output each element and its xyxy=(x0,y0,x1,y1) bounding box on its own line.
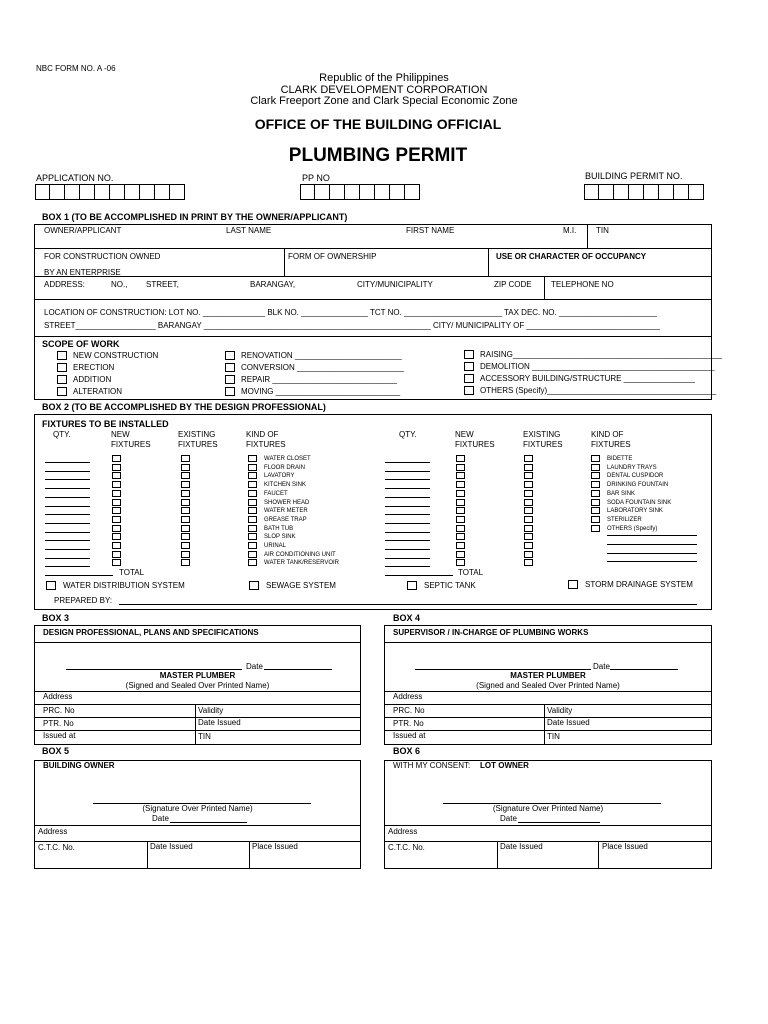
sewage-system-label: SEWAGE SYSTEM xyxy=(266,581,336,590)
septic-tank-checkbox[interactable] xyxy=(407,581,417,590)
box3-date-issued: Date Issued xyxy=(198,718,241,727)
new-fixture-checkbox[interactable] xyxy=(456,464,465,471)
qty-field[interactable] xyxy=(45,514,90,515)
scope-left-label: ERECTION xyxy=(73,363,115,372)
box3-heading: DESIGN PROFESSIONAL, PLANS AND SPECIFICATIONS xyxy=(43,628,259,637)
box6-consent: WITH MY CONSENT: xyxy=(393,761,471,770)
existing-fixture-checkbox[interactable] xyxy=(181,481,190,488)
box6-frame xyxy=(384,760,712,869)
scope-right-label: ACCESSORY BUILDING/STRUCTURE ________________ xyxy=(480,374,695,383)
scope-right-checkbox[interactable] xyxy=(464,386,474,395)
scope-mid-label: RENOVATION ________________________ xyxy=(241,351,402,360)
new-fixture-checkbox[interactable] xyxy=(112,559,121,566)
scope-mid-checkbox[interactable] xyxy=(225,387,235,396)
septic-tank-label: SEPTIC TANK xyxy=(424,581,476,590)
scope-left-label: NEW CONSTRUCTION xyxy=(73,351,159,360)
new-fixture-checkbox[interactable] xyxy=(112,525,121,532)
box5-date: Date xyxy=(152,814,169,823)
fixture-kind-checkbox[interactable] xyxy=(591,481,600,488)
others-specify-line[interactable] xyxy=(607,544,697,545)
water-distribution-checkbox[interactable] xyxy=(46,581,56,590)
new-fixture-checkbox[interactable] xyxy=(112,464,121,471)
fixture-kind-label: BATH TUB xyxy=(264,525,294,532)
fixture-kind-label: AIR CONDITIONING UNIT xyxy=(264,551,336,558)
others-specify-line[interactable] xyxy=(607,553,697,554)
new-fixture-checkbox[interactable] xyxy=(112,516,121,523)
others-specify-line[interactable] xyxy=(607,535,697,536)
fixture-kind-checkbox[interactable] xyxy=(248,551,257,558)
kind-header-left-2: FIXTURES xyxy=(246,440,286,449)
box4-prc: PRC. No xyxy=(393,706,425,715)
box3-label: BOX 3 xyxy=(42,613,70,623)
qty-field[interactable] xyxy=(45,523,90,524)
building-permit-no-boxes[interactable] xyxy=(584,184,704,200)
existing-fixture-checkbox[interactable] xyxy=(181,533,190,540)
new-header-right-2: FIXTURES xyxy=(455,440,495,449)
box4-validity: Validity xyxy=(547,706,573,715)
new-fixture-checkbox[interactable] xyxy=(112,481,121,488)
new-fixture-checkbox[interactable] xyxy=(456,551,465,558)
fixture-kind-checkbox[interactable] xyxy=(248,559,257,566)
location-line-2: STREET__________________ BARANGAY ___________________________________________________ CITY/ MUNICIPALITY OF ______________________________ xyxy=(44,321,660,330)
box3-prc: PRC. No xyxy=(43,706,75,715)
fixture-kind-checkbox[interactable] xyxy=(591,472,600,479)
qty-field[interactable] xyxy=(45,540,90,541)
fixture-kind-label: OTHERS (Specify) xyxy=(607,525,658,532)
new-fixture-checkbox[interactable] xyxy=(456,533,465,540)
new-fixture-checkbox[interactable] xyxy=(112,499,121,506)
fixture-kind-label: SODA FOUNTAIN SINK xyxy=(607,499,672,506)
box3-validity: Validity xyxy=(198,706,224,715)
address-label: ADDRESS: xyxy=(44,280,85,289)
existing-fixture-checkbox[interactable] xyxy=(524,551,533,558)
header-republic: Republic of the Philippines xyxy=(319,72,449,84)
box4-ptr: PTR. No xyxy=(393,719,424,728)
fixture-kind-checkbox[interactable] xyxy=(591,464,600,471)
existing-fixture-checkbox[interactable] xyxy=(181,525,190,532)
total-right: TOTAL xyxy=(458,568,484,577)
kind-header-right-2: FIXTURES xyxy=(591,440,631,449)
existing-fixture-checkbox[interactable] xyxy=(524,455,533,462)
zip-code-label: ZIP CODE xyxy=(494,280,532,289)
qty-header-left: QTY. xyxy=(53,430,71,439)
qty-field[interactable] xyxy=(385,549,430,550)
fixture-kind-checkbox[interactable] xyxy=(248,499,257,506)
existing-fixture-checkbox[interactable] xyxy=(524,472,533,479)
box6-date: Date xyxy=(500,814,517,823)
qty-field[interactable] xyxy=(385,540,430,541)
fixture-kind-checkbox[interactable] xyxy=(591,525,600,532)
fixture-kind-checkbox[interactable] xyxy=(591,516,600,523)
pp-no-label: PP NO xyxy=(302,173,330,183)
use-of-occupancy-label: USE OR CHARACTER OF OCCUPANCY xyxy=(496,252,647,261)
fixture-kind-checkbox[interactable] xyxy=(248,525,257,532)
application-no-label: APPLICATION NO. xyxy=(36,173,114,183)
box6-signature: (Signature Over Printed Name) xyxy=(492,804,604,813)
address-barangay-label: BARANGAY, xyxy=(250,280,296,289)
new-fixture-checkbox[interactable] xyxy=(112,490,121,497)
qty-field[interactable] xyxy=(385,558,430,559)
scope-mid-checkbox[interactable] xyxy=(225,351,235,360)
new-fixture-checkbox[interactable] xyxy=(456,516,465,523)
fixture-kind-checkbox[interactable] xyxy=(248,455,257,462)
box3-ptr: PTR. No xyxy=(43,719,74,728)
box4-master-plumber: MASTER PLUMBER xyxy=(510,671,586,680)
fixture-kind-label: LAUNDRY TRAYS xyxy=(607,464,657,471)
scope-right-label: OTHERS (Specify)______________________________________ xyxy=(480,386,717,395)
scope-right-checkbox[interactable] xyxy=(464,362,474,371)
sewage-system-checkbox[interactable] xyxy=(249,581,259,590)
existing-fixture-checkbox[interactable] xyxy=(524,481,533,488)
existing-fixture-checkbox[interactable] xyxy=(181,499,190,506)
kind-header-left: KIND OF xyxy=(246,430,279,439)
address-street-label: STREET, xyxy=(146,280,179,289)
existing-header-left: EXISTING xyxy=(178,430,216,439)
fixture-kind-label: WATER METER xyxy=(264,508,308,515)
address-no-label: NO., xyxy=(111,280,128,289)
existing-fixture-checkbox[interactable] xyxy=(181,542,190,549)
fixture-kind-checkbox[interactable] xyxy=(591,507,600,514)
existing-header-right: EXISTING xyxy=(523,430,561,439)
new-fixture-checkbox[interactable] xyxy=(456,559,465,566)
box5-signature: (Signature Over Printed Name) xyxy=(142,804,253,813)
qty-field[interactable] xyxy=(385,488,430,489)
fixture-kind-label: BAR SINK xyxy=(607,490,636,497)
scope-mid-label: CONVERSION ________________________ xyxy=(241,363,404,372)
existing-fixture-checkbox[interactable] xyxy=(524,499,533,506)
box3-issued-at: Issued at xyxy=(43,731,76,740)
box5-frame xyxy=(34,760,361,869)
existing-header-right-2: FIXTURES xyxy=(523,440,563,449)
box6-place-issued: Place Issued xyxy=(602,842,648,851)
scope-right-label: RAISING_______________________________________________ xyxy=(480,350,723,359)
existing-fixture-checkbox[interactable] xyxy=(524,490,533,497)
fixture-kind-label: WATER CLOSET xyxy=(264,456,311,462)
new-fixture-checkbox[interactable] xyxy=(456,542,465,549)
existing-fixture-checkbox[interactable] xyxy=(181,507,190,514)
qty-field[interactable] xyxy=(385,523,430,524)
existing-fixture-checkbox[interactable] xyxy=(181,464,190,471)
scope-left-checkbox[interactable] xyxy=(57,363,67,372)
box3-address: Address xyxy=(43,692,73,701)
form-of-ownership-label: FORM OF OWNERSHIP xyxy=(288,252,377,261)
storm-drainage-label: STORM DRAINAGE SYSTEM xyxy=(585,580,693,589)
box4-heading: SUPERVISOR / IN-CHARGE OF PLUMBING WORKS xyxy=(393,628,589,637)
mi-label: M.I. xyxy=(563,226,577,235)
box4-date-issued: Date Issued xyxy=(547,718,590,727)
box2-heading: BOX 2 (TO BE ACCOMPLISHED BY THE DESIGN PROFESSIONAL) xyxy=(42,402,326,412)
box6-lot-owner: LOT OWNER xyxy=(480,761,529,770)
box5-ctc: C.T.C. No. xyxy=(38,843,75,852)
address-city-label: CITY/MUNICIPALITY xyxy=(357,280,433,289)
existing-fixture-checkbox[interactable] xyxy=(524,507,533,514)
fixture-kind-label: GREASE TRAP xyxy=(264,516,307,523)
fixture-kind-checkbox[interactable] xyxy=(248,516,257,523)
box5-address: Address xyxy=(38,827,68,836)
storm-drainage-checkbox[interactable] xyxy=(568,580,578,589)
new-fixture-checkbox[interactable] xyxy=(112,472,121,479)
box4-address: Address xyxy=(393,692,423,701)
new-fixture-checkbox[interactable] xyxy=(112,542,121,549)
qty-header-right: QTY. xyxy=(399,430,417,439)
telephone-label: TELEPHONE NO xyxy=(551,280,614,289)
office-title: OFFICE OF THE BUILDING OFFICIAL xyxy=(254,116,502,132)
box3-master-plumber: MASTER PLUMBER xyxy=(159,671,236,680)
fixture-kind-label: BIDETTE xyxy=(607,456,633,462)
fixture-kind-label: WATER TANK/RESERVOIR xyxy=(264,560,340,567)
box6-ctc: C.T.C. No. xyxy=(388,843,425,852)
application-no-boxes[interactable] xyxy=(35,184,185,200)
qty-field[interactable] xyxy=(45,497,90,498)
fixture-kind-checkbox[interactable] xyxy=(248,490,257,497)
new-fixture-checkbox[interactable] xyxy=(456,490,465,497)
scope-left-label: ALTERATION xyxy=(73,387,123,396)
fixture-kind-checkbox[interactable] xyxy=(248,533,257,540)
fixture-kind-checkbox[interactable] xyxy=(591,499,600,506)
scope-left-checkbox[interactable] xyxy=(57,351,67,360)
box5-date-issued: Date Issued xyxy=(150,842,193,851)
box5-heading: BUILDING OWNER xyxy=(43,761,115,770)
new-fixture-checkbox[interactable] xyxy=(456,455,465,462)
scope-left-checkbox[interactable] xyxy=(57,387,67,396)
existing-header-left-2: FIXTURES xyxy=(178,440,218,449)
scope-mid-label: REPAIR ____________________________ xyxy=(241,375,397,384)
tin-label: TIN xyxy=(596,226,609,235)
scope-mid-label: MOVING ____________________________ xyxy=(241,387,401,396)
existing-fixture-checkbox[interactable] xyxy=(181,516,190,523)
prepared-by-line[interactable] xyxy=(119,604,697,605)
existing-fixture-checkbox[interactable] xyxy=(524,516,533,523)
fixture-kind-checkbox[interactable] xyxy=(248,464,257,471)
building-permit-no-label: BUILDING PERMIT NO. xyxy=(585,171,683,181)
fixture-kind-label: KITCHEN SINK xyxy=(264,482,307,489)
qty-field[interactable] xyxy=(45,558,90,559)
fixture-kind-checkbox[interactable] xyxy=(591,455,600,462)
form-number: NBC FORM NO. A -06 xyxy=(36,64,116,73)
fixture-kind-label: LABORATORY SINK xyxy=(607,508,663,515)
box3-signed: (Signed and Sealed Over Printed Name) xyxy=(125,681,270,690)
box5-place-issued: Place Issued xyxy=(252,842,298,851)
qty-field[interactable] xyxy=(385,497,430,498)
new-header-left-2: FIXTURES xyxy=(111,440,151,449)
qty-field[interactable] xyxy=(45,506,90,507)
new-fixture-checkbox[interactable] xyxy=(456,499,465,506)
qty-field[interactable] xyxy=(45,549,90,550)
scope-right-label: DEMOLITION _________________________________________ xyxy=(480,362,715,371)
qty-field[interactable] xyxy=(45,462,90,463)
qty-field[interactable] xyxy=(385,462,430,463)
new-header-right: NEW xyxy=(455,430,474,439)
fixture-kind-checkbox[interactable] xyxy=(591,490,600,497)
enterprise-label: BY AN ENTERPRISE xyxy=(44,268,121,277)
qty-field[interactable] xyxy=(45,532,90,533)
box1-heading: BOX 1 (TO BE ACCOMPLISHED IN PRINT BY THE OWNER/APPLICANT) xyxy=(42,212,348,222)
scope-left-checkbox[interactable] xyxy=(57,375,67,384)
new-fixture-checkbox[interactable] xyxy=(456,472,465,479)
fixtures-heading: FIXTURES TO BE INSTALLED xyxy=(42,419,169,429)
qty-field[interactable] xyxy=(385,479,430,480)
box3-tin: TIN xyxy=(198,732,211,741)
existing-fixture-checkbox[interactable] xyxy=(524,533,533,540)
box6-date-issued: Date Issued xyxy=(500,842,543,851)
box6-address: Address xyxy=(388,827,418,836)
new-fixture-checkbox[interactable] xyxy=(112,455,121,462)
kind-header-right: KIND OF xyxy=(591,430,624,439)
qty-field[interactable] xyxy=(385,532,430,533)
new-fixture-checkbox[interactable] xyxy=(112,507,121,514)
qty-field[interactable] xyxy=(385,566,430,567)
fixture-kind-checkbox[interactable] xyxy=(248,507,257,514)
fixture-kind-label: DENTAL CUSPIDOR xyxy=(607,473,664,480)
page-title: PLUMBING PERMIT xyxy=(288,145,468,166)
fixture-kind-label: STERILIZER xyxy=(607,516,642,523)
header-corporation: CLARK DEVELOPMENT CORPORATION xyxy=(280,84,488,96)
new-fixture-checkbox[interactable] xyxy=(112,533,121,540)
prepared-by-label: PREPARED BY: xyxy=(54,596,113,605)
new-fixture-checkbox[interactable] xyxy=(456,507,465,514)
box6-label: BOX 6 xyxy=(393,746,421,756)
total-left: TOTAL xyxy=(119,568,145,577)
existing-fixture-checkbox[interactable] xyxy=(181,490,190,497)
box4-label: BOX 4 xyxy=(393,613,421,623)
existing-fixture-checkbox[interactable] xyxy=(524,559,533,566)
existing-fixture-checkbox[interactable] xyxy=(524,542,533,549)
water-distribution-label: WATER DISTRIBUTION SYSTEM xyxy=(63,581,185,590)
new-fixture-checkbox[interactable] xyxy=(456,525,465,532)
scope-mid-checkbox[interactable] xyxy=(225,363,235,372)
others-specify-line[interactable] xyxy=(607,561,697,562)
first-name-label: FIRST NAME xyxy=(406,226,455,235)
fixture-kind-label: URINAL xyxy=(264,543,287,549)
qty-field[interactable] xyxy=(45,479,90,480)
fixture-kind-checkbox[interactable] xyxy=(248,542,257,549)
qty-field[interactable] xyxy=(45,566,90,567)
scope-left-label: ADDITION xyxy=(73,375,112,384)
fixture-kind-label: SHOWER HEAD xyxy=(264,499,310,506)
fixture-kind-label: SLOP SINK xyxy=(264,534,296,541)
scope-of-work-heading: SCOPE OF WORK xyxy=(42,339,120,349)
box5-label: BOX 5 xyxy=(42,746,70,756)
existing-fixture-checkbox[interactable] xyxy=(181,551,190,558)
last-name-label: LAST NAME xyxy=(226,226,272,235)
fixture-kind-label: DRINKING FOUNTAIN xyxy=(607,482,669,489)
fixture-kind-label: FAUCET xyxy=(264,490,288,497)
new-header-left: NEW xyxy=(111,430,130,439)
existing-fixture-checkbox[interactable] xyxy=(181,455,190,462)
qty-field[interactable] xyxy=(45,471,90,472)
header-zone: Clark Freeport Zone and Clark Special Economic Zone xyxy=(250,95,518,107)
construction-owned-label: FOR CONSTRUCTION OWNED xyxy=(44,252,161,261)
qty-field[interactable] xyxy=(385,514,430,515)
box3-date-label: Date xyxy=(246,662,263,671)
existing-fixture-checkbox[interactable] xyxy=(524,464,533,471)
box4-date-label: Date xyxy=(593,662,610,671)
qty-field[interactable] xyxy=(385,471,430,472)
box4-issued-at: Issued at xyxy=(393,731,426,740)
location-line-1: LOCATION OF CONSTRUCTION: LOT NO. ______________ BLK NO. _______________ TCT NO. ______________________ TAX DEC. NO. ______________________ xyxy=(44,308,657,317)
scope-right-checkbox[interactable] xyxy=(464,374,474,383)
qty-field[interactable] xyxy=(45,488,90,489)
scope-right-checkbox[interactable] xyxy=(464,350,474,359)
fixture-kind-checkbox[interactable] xyxy=(248,481,257,488)
box4-signed: (Signed and Sealed Over Printed Name) xyxy=(476,681,620,690)
owner-label: OWNER/APPLICANT xyxy=(44,226,122,235)
qty-field[interactable] xyxy=(385,506,430,507)
fixture-kind-label: LAVATORY xyxy=(264,473,295,480)
new-fixture-checkbox[interactable] xyxy=(456,481,465,488)
fixture-kind-checkbox[interactable] xyxy=(248,472,257,479)
new-fixture-checkbox[interactable] xyxy=(112,551,121,558)
fixture-kind-label: FLOOR DRAIN xyxy=(264,464,306,471)
existing-fixture-checkbox[interactable] xyxy=(524,525,533,532)
box4-tin: TIN xyxy=(547,732,560,741)
scope-mid-checkbox[interactable] xyxy=(225,375,235,384)
pp-no-boxes[interactable] xyxy=(300,184,420,200)
existing-fixture-checkbox[interactable] xyxy=(181,559,190,566)
existing-fixture-checkbox[interactable] xyxy=(181,472,190,479)
